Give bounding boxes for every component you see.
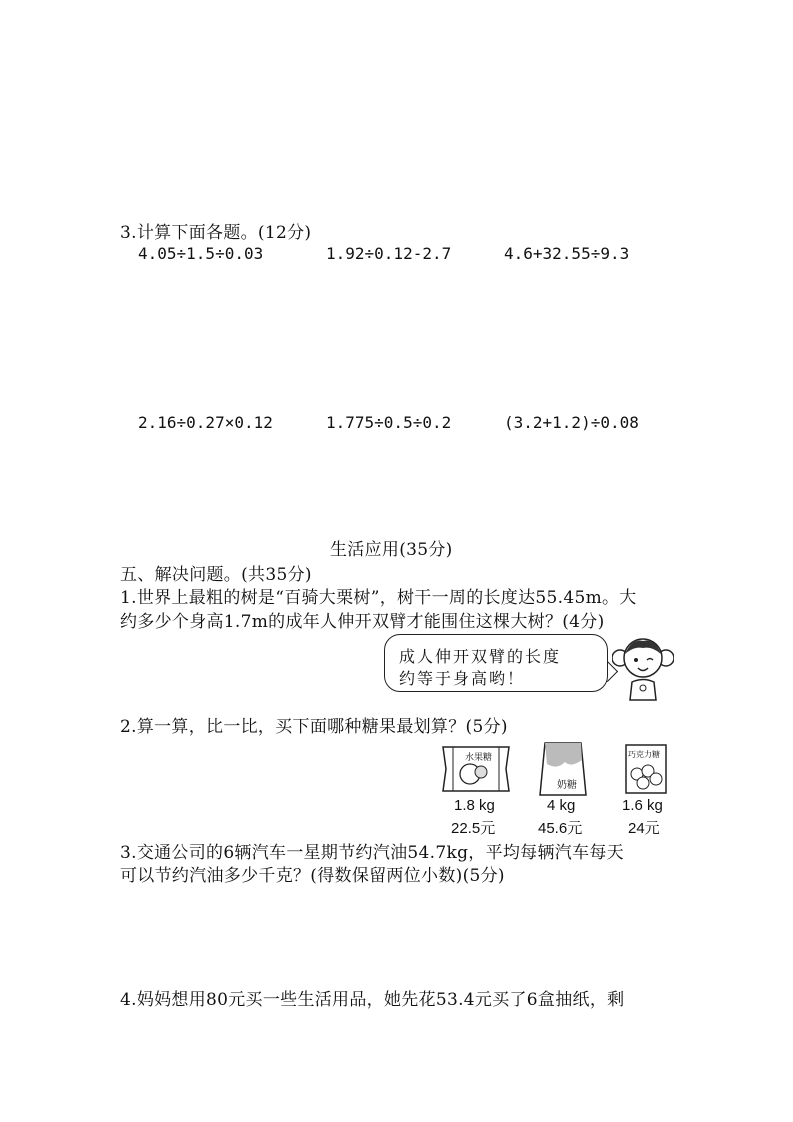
candy-1-pack-label: 水果糖 <box>465 753 493 763</box>
calc-item: 4.05÷1.5÷0.03 <box>138 244 264 263</box>
candy-3-weight: 1.6 kg <box>622 797 663 814</box>
calc-item: 4.6+32.55÷9.3 <box>504 244 630 263</box>
candy-2-weight: 4 kg <box>547 797 576 814</box>
calc-item: 1.92÷0.12-2.7 <box>326 244 452 263</box>
calc-item: (3.2+1.2)÷0.08 <box>504 413 639 432</box>
question-3-line-1: 3.交通公司的6辆汽车一星期节约汽油54.7kg，平均每辆汽车每天 <box>120 843 624 863</box>
question-4-line-1: 4.妈妈想用80元买一些生活用品，她先花53.4元买了6盒抽纸，剩 <box>120 990 625 1010</box>
section-5-title: 五、解决问题。(共35分) <box>120 565 312 585</box>
question-3-line-2: 可以节约汽油多少千克？(得数保留两位小数)(5分) <box>120 866 505 886</box>
question-1-line-2: 约多少个身高1.7m的成年人伸开双臂才能围住这棵大树？(4分) <box>120 612 605 632</box>
candy-1-weight: 1.8 kg <box>454 797 495 814</box>
candy-2-pack-label: 奶糖 <box>557 780 577 791</box>
calc-item: 2.16÷0.27×0.12 <box>138 413 273 432</box>
part-title: 生活应用(35分) <box>330 540 453 560</box>
candy-1-price: 22.5元 <box>451 820 496 837</box>
section-3-title: 3.计算下面各题。(12分) <box>120 223 312 243</box>
question-1-line-1: 1.世界上最粗的树是“百骑大栗树”，树干一周的长度达55.45m。大 <box>120 588 637 608</box>
speech-bubble <box>384 634 608 692</box>
bubble-text-line-1: 成人伸开双臂的长度 <box>399 647 562 666</box>
bubble-text-line-2: 约等于身高哟！ <box>399 669 526 688</box>
calc-item: 1.775÷0.5÷0.2 <box>326 413 452 432</box>
candy-2-price: 45.6元 <box>538 820 583 837</box>
girl-illustration <box>612 630 674 702</box>
candy-3-pack-label: 巧克力糖 <box>628 750 660 759</box>
candy-3-price: 24元 <box>628 820 660 837</box>
question-2-text: 2.算一算，比一比，买下面哪种糖果最划算？(5分) <box>120 717 508 737</box>
